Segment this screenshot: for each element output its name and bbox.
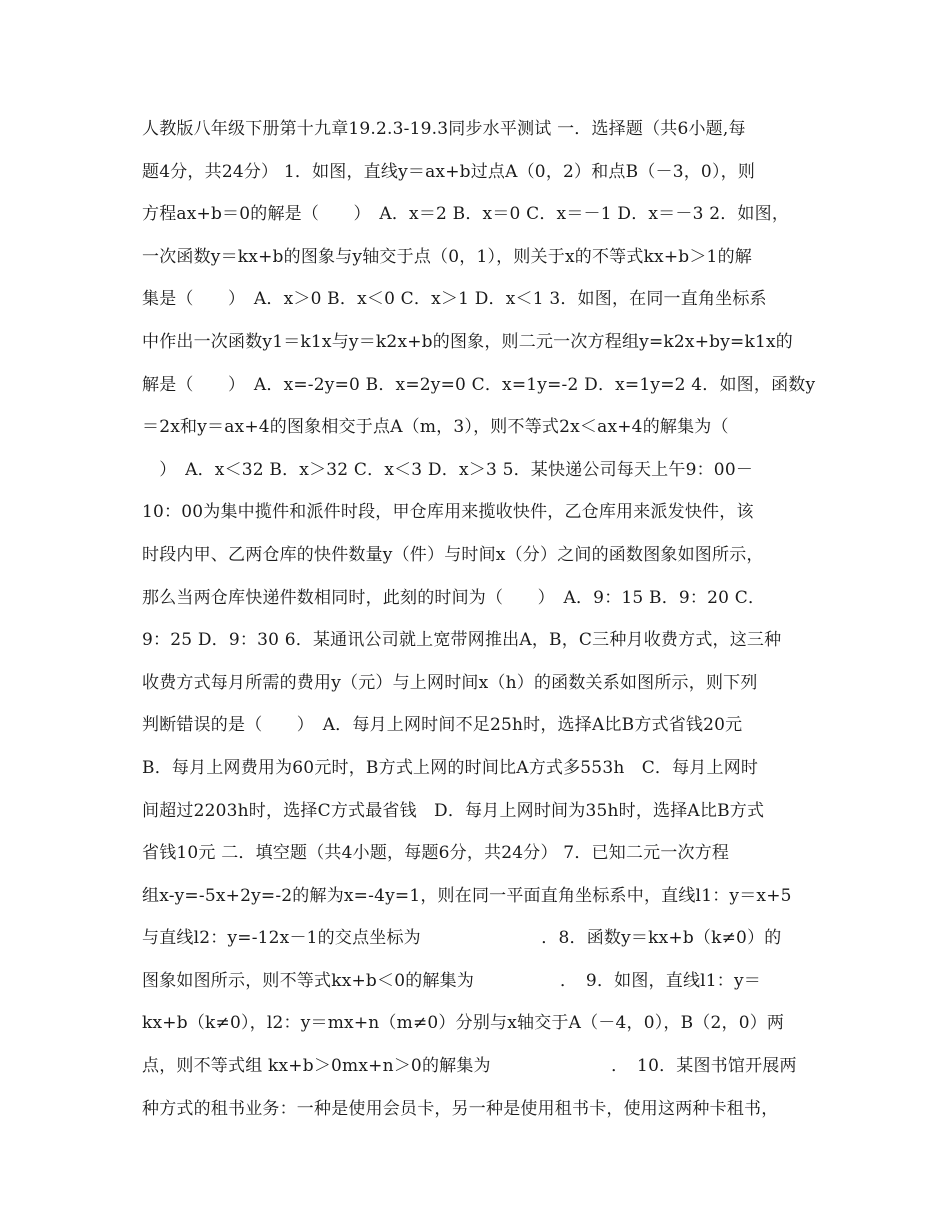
- text-line: B．每月上网费用为60元时，B方式上网的时间比A方式多553h C．每月上网时: [142, 757, 759, 778]
- text-line: 9：25 D．9：30 6．某通讯公司就上宽带网推出A，B，C三种月收费方式，这三种: [142, 630, 782, 651]
- text-line: 判断错误的是（ ） A．每月上网时间不足25h时，选择A比B方式省钱20元: [142, 715, 743, 736]
- text-line: 间超过2203h时，选择C方式最省钱 D．每月上网时间为35h时，选择A比B方式: [142, 800, 765, 821]
- text-line: 10：00为集中揽件和派件时段，甲仓库用来揽收快件，乙仓库用来派发快件，该: [142, 502, 754, 523]
- text-line: 中作出一次函数y1＝k1x与y＝k2x+b的图象，则二元一次方程组y=k2x+by=k1x的: [142, 331, 793, 352]
- document-text: [142, 108, 822, 1130]
- text-line: 与直线l2：y=-12x－1的交点坐标为 ．8．函数y＝kx+b（k≠0）的: [142, 928, 782, 949]
- text-line: ） A．x＜32 B．x＞32 C．x＜3 D．x＞3 5．某快递公司每天上午9：00－: [142, 459, 754, 480]
- text-line: 时段内甲、乙两仓库的快件数量y（件）与时间x（分）之间的函数图象如图所示，: [142, 544, 764, 565]
- text-line: ＝2x和y＝ax+4的图象相交于点A（m，3），则不等式2x＜ax+4的解集为（: [142, 417, 729, 438]
- text-line: 收费方式每月所需的费用y（元）与上网时间x（h）的函数关系如图所示，则下列: [142, 672, 758, 693]
- text-line: 组x-y=-5x+2y=-2的解为x=-4y=1，则在同一平面直角坐标系中，直线l1：y＝x+5: [142, 885, 792, 906]
- text-line: 人教版八年级下册第十九章19.2.3-19.3同步水平测试 一．选择题（共6小题,每: [142, 119, 746, 139]
- text-line: 点，则不等式组 kx+b＞0mx+n＞0的解集为 ． 10．某图书馆开展两: [142, 1056, 797, 1077]
- text-line: 方程ax+b＝0的解是（ ） A．x＝2 B．x＝0 C．x＝－1 D．x＝－3 2．如图，: [142, 204, 790, 225]
- text-line: 图象如图所示，则不等式kx+b＜0的解集为 ． 9．如图，直线l1：y＝: [142, 970, 762, 991]
- text-line: 解是（ ） A．x=-2y=0 B．x=2y=0 C．x=1y=-2 D．x=1y=2 4．如图，函数y: [142, 374, 816, 395]
- text-line: 题4分，共24分） 1．如图，直线y＝ax+b过点A（0，2）和点B（－3，0），则: [142, 161, 756, 182]
- text-line: 一次函数y＝kx+b的图象与y轴交于点（0，1），则关于x的不等式kx+b＞1的解: [142, 246, 752, 267]
- text-line: 那么当两仓库快递件数相同时，此刻的时间为（ ） A．9：15 B．9：20 C．: [142, 587, 766, 608]
- text-line: 集是（ ） A．x＞0 B．x＜0 C．x＞1 D．x＜1 3．如图，在同一直角坐标系: [142, 289, 767, 310]
- text-line: 省钱10元 二．填空题（共4小题，每题6分，共24分） 7．已知二元一次方程: [142, 843, 730, 864]
- text-line: 种方式的租书业务：一种是使用会员卡，另一种是使用租书卡，使用这两种卡租书，: [142, 1098, 779, 1119]
- text-line: kx+b（k≠0），l2：y＝mx+n（m≠0）分别与x轴交于A（－4，0），B（2，0）两: [142, 1013, 785, 1034]
